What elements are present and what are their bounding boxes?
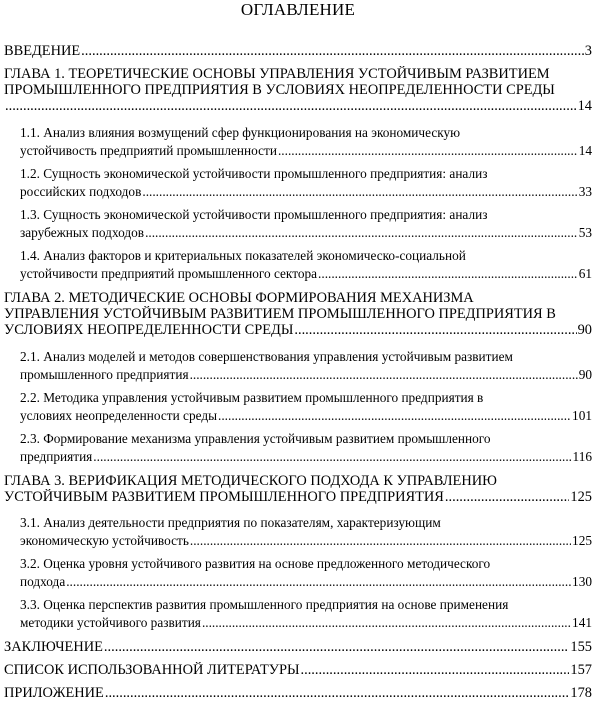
page-number: 53 — [578, 225, 592, 240]
page-number: 116 — [572, 449, 592, 464]
toc-entry-line: 2.2. Методика управления устойчивым развитием промышленного предприятия в — [20, 390, 484, 405]
dot-leader — [145, 224, 578, 242]
dot-leader — [318, 265, 578, 283]
dot-leader — [218, 407, 571, 425]
dot-leader — [93, 448, 571, 466]
toc-entry-chapter-2[interactable] — [4, 290, 592, 338]
toc-entry-line: УСТОЙЧИВЫМ РАЗВИТИЕМ ПРОМЫШЛЕННОГО ПРЕДПРИЯТИЯ ..... 125 — [4, 489, 592, 505]
dot-leader — [81, 43, 584, 59]
toc-entry-line: подхода ..... 130 — [20, 573, 592, 591]
toc-entry-line: 1.3. Сущность экономической устойчивости промышленного предприятия: анализ — [20, 207, 488, 222]
dot-leader — [190, 366, 578, 384]
dot-leader — [104, 639, 569, 655]
dot-leader — [301, 662, 570, 678]
page-number: 90 — [578, 367, 592, 382]
toc-entry-line: ГЛАВА 1. ТЕОРЕТИЧЕСКИЕ ОСНОВЫ УПРАВЛЕНИЯ УСТОЙЧИВЫМ РАЗВИТИЕМ — [4, 66, 550, 82]
toc-entry-section-1-3[interactable] — [20, 206, 592, 242]
page-number: 90 — [577, 322, 592, 338]
page-number: 178 — [570, 685, 592, 701]
toc-entry-line: ВВЕДЕНИЕ ..... 3 — [4, 43, 592, 59]
toc-entry-line: 1.1. Анализ влияния возмущений сфер функционирования на экономическую — [20, 125, 461, 140]
toc-entry-line: зарубежных подходов ..... 53 — [20, 224, 592, 242]
dot-leader — [5, 98, 577, 114]
toc-entry-section-1-1[interactable] — [20, 124, 592, 160]
toc-entry-line: 3.1. Анализ деятельности предприятия по показателям, характеризующим — [20, 515, 441, 530]
toc-entry-line: 1.2. Сущность экономической устойчивости промышленного предприятия: анализ — [20, 166, 488, 181]
toc-entry-line: 1.4. Анализ факторов и критериальных показателей экономическо-социальной — [20, 248, 466, 263]
toc-entry-section-1-2[interactable] — [20, 165, 592, 201]
page-number: 101 — [572, 408, 592, 423]
toc-entry-line: экономическую устойчивость ..... 125 — [20, 532, 592, 550]
dot-leader — [278, 142, 578, 160]
toc-entry-line: условиях неопределенности среды ..... 101 — [20, 407, 592, 425]
toc-entry-line: 2.1. Анализ моделей и методов совершенствования управления устойчивым развитием — [20, 349, 513, 364]
toc-entry-line: устойчивость предприятий промышленности ..... 14 — [20, 142, 592, 160]
toc-entry-section-3-2[interactable] — [20, 555, 592, 591]
dot-leader — [294, 322, 576, 338]
page-number: 155 — [570, 639, 592, 655]
toc-entry-section-2-2[interactable] — [20, 389, 592, 425]
toc-entry-line: ПРИЛОЖЕНИЕ ..... 178 — [4, 685, 592, 701]
toc-entry-line: УПРАВЛЕНИЯ УСТОЙЧИВЫМ РАЗВИТИЕМ ПРОМЫШЛЕННОГО ПРЕДПРИЯТИЯ В — [4, 306, 556, 322]
page-number: 125 — [572, 533, 592, 548]
page-number: 61 — [578, 266, 592, 281]
toc-entry-line: 2.3. Формирование механизма управления устойчивым развитием промышленного — [20, 431, 491, 446]
page-number: 130 — [572, 574, 592, 589]
dot-leader — [105, 685, 570, 701]
toc-entry-section-2-1[interactable] — [20, 348, 592, 384]
toc-entry-line: промышленного предприятия ..... 90 — [20, 366, 592, 384]
toc-entry-line: ЗАКЛЮЧЕНИЕ ..... 155 — [4, 639, 592, 655]
page-number: 125 — [570, 489, 592, 505]
toc-entry-line: 3.2. Оценка уровня устойчивого развития на основе предложенного методического — [20, 556, 491, 571]
page-number: 14 — [578, 143, 592, 158]
dot-leader — [202, 614, 571, 632]
toc-entry-chapter-1[interactable] — [4, 66, 592, 114]
toc-entry-conclusion[interactable] — [4, 639, 592, 655]
toc-entry-line — [4, 98, 592, 114]
toc-entry-section-3-1[interactable] — [20, 514, 592, 550]
toc-entry-line: предприятия ..... 116 — [20, 448, 592, 466]
toc-entry-line: устойчивости предприятий промышленного сектора ..... 61 — [20, 265, 592, 283]
page-number: 3 — [584, 43, 592, 59]
toc-entry-line: ПРОМЫШЛЕННОГО ПРЕДПРИЯТИЯ В УСЛОВИЯХ НЕОПРЕДЕЛЕННОСТИ СРЕДЫ — [4, 82, 555, 98]
toc-entry-introduction[interactable] — [4, 43, 592, 59]
toc-entry-section-1-4[interactable] — [20, 247, 592, 283]
page-number: 14 — [577, 98, 592, 114]
dot-leader — [66, 573, 571, 591]
dot-leader — [190, 532, 571, 550]
page-number: 141 — [572, 615, 592, 630]
toc-entry-line: методики устойчивого развития ..... 141 — [20, 614, 592, 632]
toc-entry-line: 3.3. Оценка перспектив развития промышленного предприятия на основе применения — [20, 597, 509, 612]
toc-entry-references[interactable] — [4, 662, 592, 678]
page-number: 33 — [578, 184, 592, 199]
toc-entry-appendix[interactable] — [4, 685, 592, 701]
page-number: 157 — [570, 662, 592, 678]
toc-entry-line: ГЛАВА 2. МЕТОДИЧЕСКИЕ ОСНОВЫ ФОРМИРОВАНИЯ МЕХАНИЗМА — [4, 290, 474, 306]
toc-title: ОГЛАВЛЕНИЕ — [240, 0, 356, 19]
toc-entry-line: УСЛОВИЯХ НЕОПРЕДЕЛЕННОСТИ СРЕДЫ ..... 90 — [4, 322, 592, 338]
toc-entry-chapter-3[interactable] — [4, 473, 592, 505]
dot-leader — [445, 489, 570, 505]
dot-leader — [142, 183, 577, 201]
toc-entry-section-3-3[interactable] — [20, 596, 592, 632]
toc-entry-line: ГЛАВА 3. ВЕРИФИКАЦИЯ МЕТОДИЧЕСКОГО ПОДХОДА К УПРАВЛЕНИЮ — [4, 473, 497, 489]
toc-entry-section-2-3[interactable] — [20, 430, 592, 466]
toc-entry-line: российских подходов ..... 33 — [20, 183, 592, 201]
toc-entry-line: СПИСОК ИСПОЛЬЗОВАННОЙ ЛИТЕРАТУРЫ ..... 157 — [4, 662, 592, 678]
